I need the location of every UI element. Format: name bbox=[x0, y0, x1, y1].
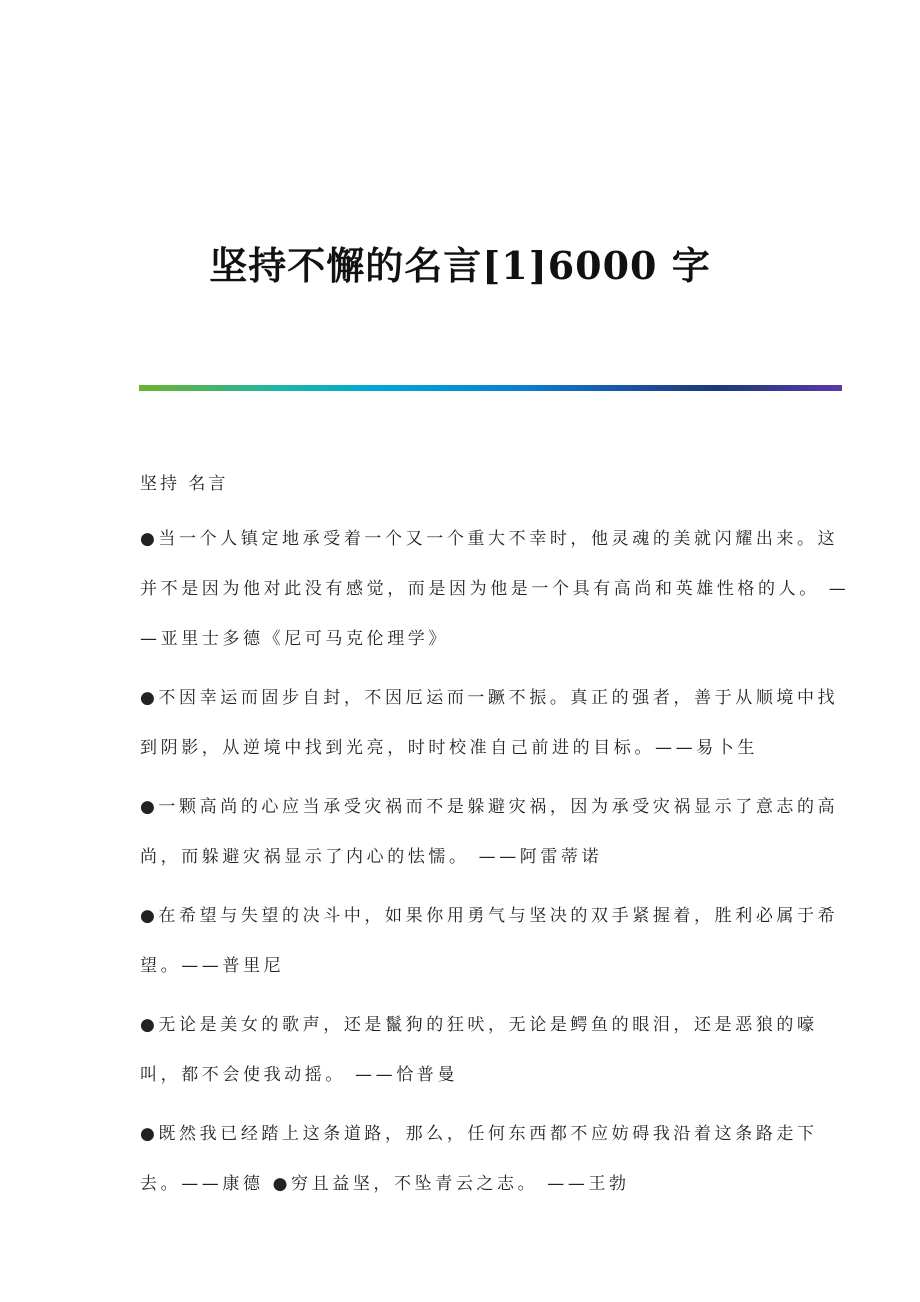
quote-line: 到阴影，从逆境中找到光亮，时时校准自己前进的目标。——易卜生 bbox=[140, 738, 758, 758]
quote-item bbox=[140, 902, 839, 1007]
document-title: 坚持不懈的名言[1]6000 字 bbox=[209, 243, 711, 289]
quote-line: ●在希望与失望的决斗中，如果你用勇气与坚决的双手紧握着，胜利必属于希 bbox=[140, 906, 839, 926]
gradient-divider bbox=[139, 385, 842, 391]
quote-line: 尚，而躲避灾祸显示了内心的怯懦。 ——阿雷蒂诺 bbox=[140, 847, 603, 867]
quote-item bbox=[140, 1011, 818, 1116]
quote-line: ●当一个人镇定地承受着一个又一个重大不幸时，他灵魂的美就闪耀出来。这 bbox=[140, 529, 839, 549]
section-label: 坚持 名言 bbox=[140, 474, 229, 494]
quote-item bbox=[140, 793, 839, 898]
quote-line: ●一颗高尚的心应当承受灾祸而不是躲避灾祸，因为承受灾祸显示了意志的高 bbox=[140, 797, 839, 817]
quote-item bbox=[140, 1120, 818, 1225]
quote-line: ●无论是美女的歌声，还是鬣狗的狂吠，无论是鳄鱼的眼泪，还是恶狼的嚎 bbox=[140, 1015, 818, 1035]
document-body bbox=[140, 470, 850, 1229]
quote-line: 望。——普里尼 bbox=[140, 956, 285, 976]
quote-line: ●既然我已经踏上这条道路，那么，任何东西都不应妨碍我沿着这条路走下 bbox=[140, 1124, 818, 1144]
quote-line: 去。——康德 ●穷且益坚，不坠青云之志。 ——王勃 bbox=[140, 1174, 630, 1194]
quote-line: 叫，都不会使我动摇。 ——恰普曼 bbox=[140, 1065, 459, 1085]
quote-line: ●不因幸运而固步自封，不因厄运而一蹶不振。真正的强者，善于从顺境中找 bbox=[140, 688, 839, 708]
quote-item bbox=[140, 684, 839, 789]
quote-item bbox=[140, 525, 850, 680]
quote-line: 并不是因为他对此没有感觉，而是因为他是一个具有高尚和英雄性格的人。 — bbox=[140, 579, 850, 599]
quote-line: —亚里士多德《尼可马克伦理学》 bbox=[140, 629, 449, 649]
